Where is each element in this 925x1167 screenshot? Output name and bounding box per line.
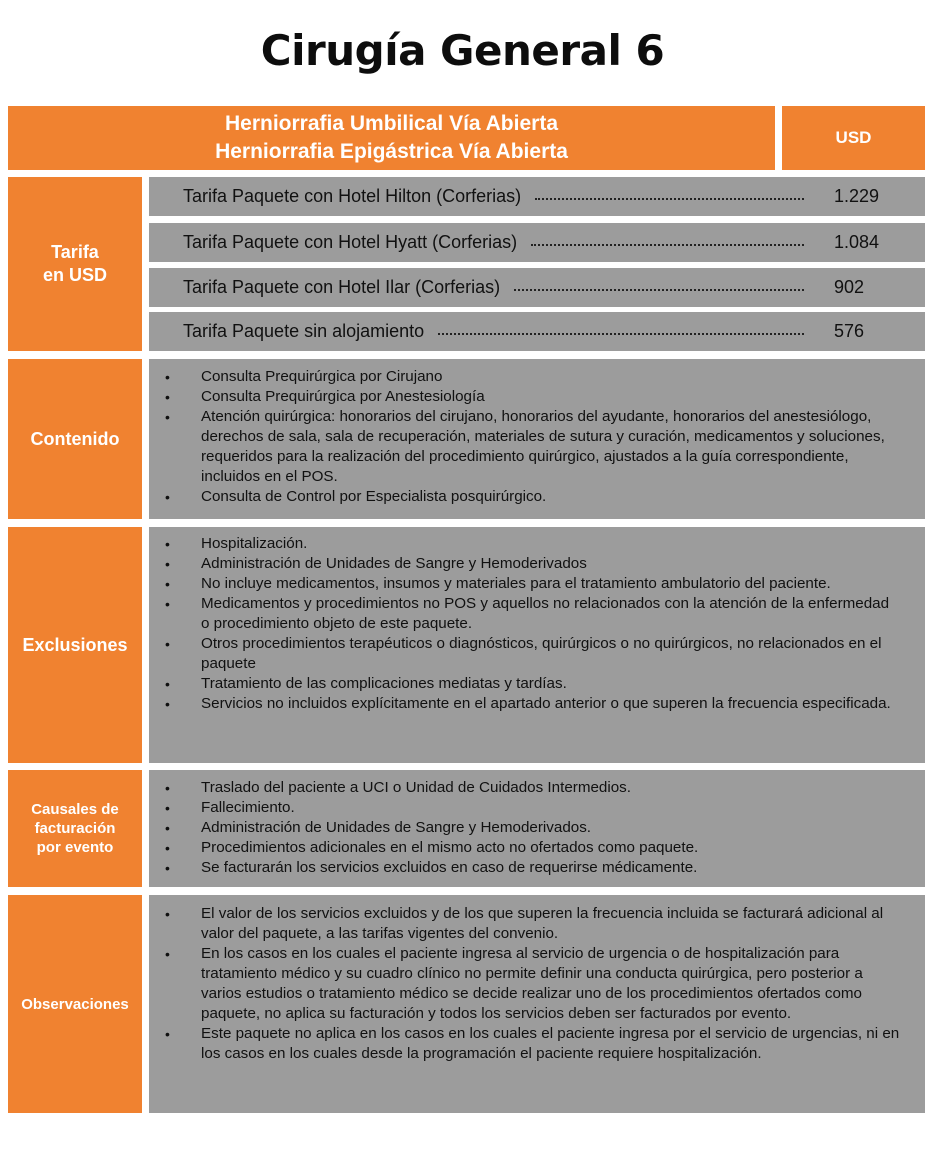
contenido-label: Contenido [8,359,142,519]
tarifa-row-value: 902 [834,277,865,297]
dot-leader [438,333,804,335]
tarifa-row-value: 576 [834,321,865,341]
tarifa-row [149,268,925,307]
list-item: • Medicamentos y procedimientos no POS y aquellos no relacionados con la atención de la enfermedad o procedimiento objeto de este paquete. [163,594,901,634]
list-item: • Procedimientos adicionales en el mismo acto no ofertados como paquete. [163,838,901,858]
list-item: • Consulta Prequirúrgica por Cirujano [163,367,901,387]
currency-header: USD [782,106,925,170]
list-item: • Tratamiento de las complicaciones mediatas y tardías. [163,674,901,694]
tarifa-row-label: Tarifa Paquete con Hotel Hilton (Corferias) [183,186,522,206]
list-item: • Consulta de Control por Especialista posquirúrgico. [163,487,901,507]
list-item: • El valor de los servicios excluidos y de los que superen la frecuencia incluida se facturará adicional al valor del paquete, a las tarifas vigentes del convenio. [163,904,901,944]
tarifa-row [149,312,925,351]
tarifa-label-line1: Tarifa [51,242,99,262]
exclusiones-content [149,527,925,763]
causales-label [8,770,142,887]
contenido-list [163,367,901,507]
tarifa-row-value: 1.084 [834,232,880,252]
causales-label-line3: por evento [36,839,114,856]
tarifa-row-label: Tarifa Paquete con Hotel Ilar (Corferias) [183,277,501,297]
list-item: • Fallecimiento. [163,798,901,818]
tarifa-label-line2: en USD [42,265,107,285]
exclusiones-label: Exclusiones [8,527,142,763]
observaciones-label: Observaciones [8,895,142,1113]
list-item: • Se facturarán los servicios excluidos en caso de requerirse médicamente. [163,858,901,878]
procedure-header [8,106,775,170]
page-title: Cirugía General 6 [260,26,665,75]
list-item: • Otros procedimientos terapéuticos o diagnósticos, quirúrgicos o no quirúrgicos, no relacionados en el paquete [163,634,901,674]
tarifa-row-value: 1.229 [834,186,880,206]
list-item: • Traslado del paciente a UCI o Unidad de Cuidados Intermedios. [163,778,901,798]
procedure-name-1: Herniorrafia Umbilical Vía Abierta [225,112,558,135]
tarifa-row-label: Tarifa Paquete sin alojamiento [183,321,425,341]
causales-label-line1: Causales de [31,801,119,818]
observaciones-content [149,895,925,1113]
causales-list [163,778,901,878]
procedure-name-2: Herniorrafia Epigástrica Vía Abierta [215,140,568,163]
dot-leader [535,198,804,200]
list-item: • Consulta Prequirúrgica por Anestesiología [163,387,901,407]
tarifa-label [8,177,142,351]
list-item: • Administración de Unidades de Sangre y Hemoderivados [163,554,901,574]
list-item: • No incluye medicamentos, insumos y materiales para el tratamiento ambulatorio del paciente. [163,574,901,594]
list-item: • Este paquete no aplica en los casos en los cuales el paciente ingresa por el servicio de urgencias, ni en los casos en los cuales desde la programación el paciente requiere hospitalización. [163,1024,901,1064]
list-item: • Administración de Unidades de Sangre y Hemoderivados. [163,818,901,838]
list-item: • Servicios no incluidos explícitamente en el apartado anterior o que superen la frecuencia especificada. [163,694,901,714]
observaciones-list [163,904,901,1064]
exclusiones-list [163,534,901,714]
dot-leader [531,244,804,246]
list-item: • Hospitalización. [163,534,901,554]
dot-leader [514,289,804,291]
tarifa-row-label: Tarifa Paquete con Hotel Hyatt (Corferias) [183,232,518,252]
list-item: • Atención quirúrgica: honorarios del cirujano, honorarios del ayudante, honorarios del anestesiólogo, derechos de sala, sala de recuperación, materiales de sutura y curación, medicamentos y soluciones, requeridos para la realización del procedimiento quirúrgico, ajustados a la guía correspondiente, incluidos en el POS. [163,407,901,487]
causales-label-line2: facturación [34,820,116,837]
list-item: • En los casos en los cuales el paciente ingresa al servicio de urgencia o de hospitalización para tratamiento médico y su cuadro clínico no permite definir una conducta quirúrgica, pero posterior a varios estudios o tratamiento médico se decide realizar uno de los procedimientos ofertados como paquete, no aplica su facturación y todos los servicios deben ser facturados por evento. [163,944,901,1024]
contenido-content [149,359,925,519]
tarifa-row [149,177,925,216]
causales-content [149,770,925,887]
tarifa-row [149,223,925,262]
